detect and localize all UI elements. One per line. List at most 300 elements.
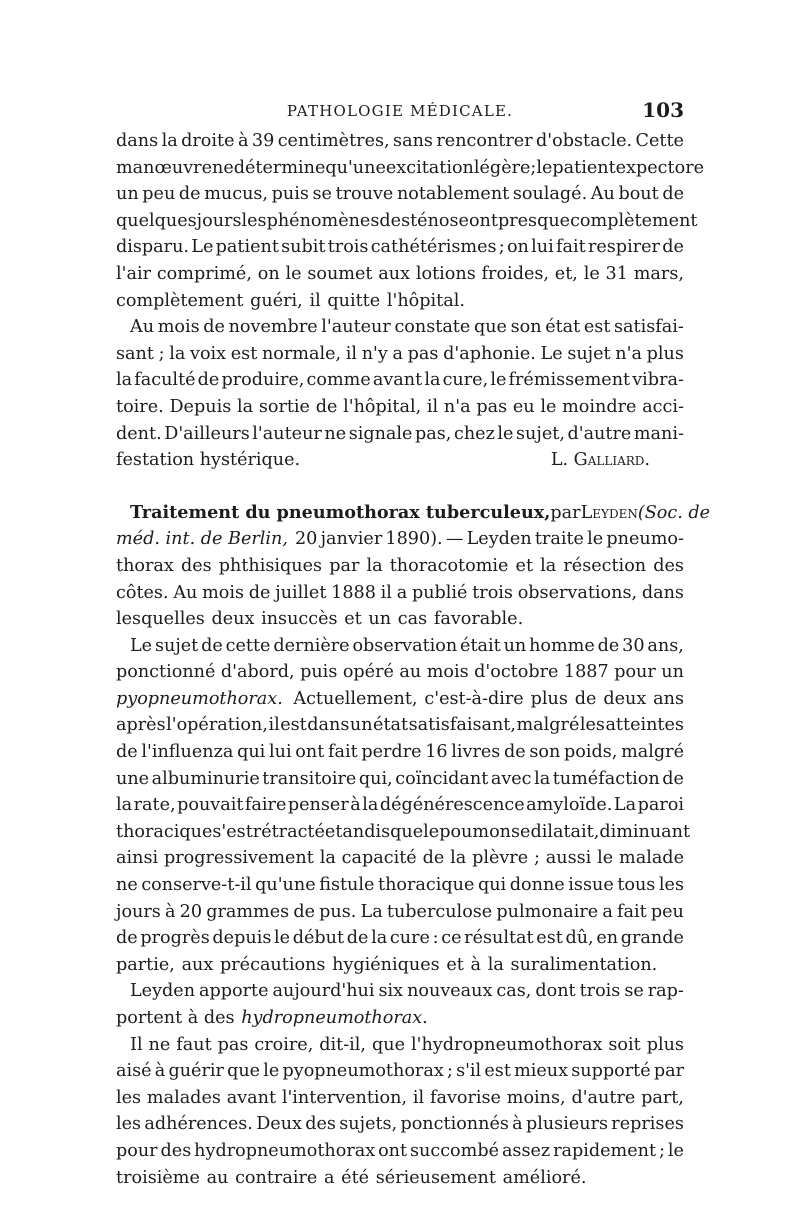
- word: diminuant: [599, 821, 691, 842]
- word: observations,: [517, 582, 638, 603]
- word: et: [515, 555, 534, 576]
- word: on: [257, 263, 280, 284]
- word: pas: [476, 396, 508, 417]
- word: —: [445, 529, 464, 550]
- word: Deux: [256, 1114, 302, 1135]
- text-line: [116, 181, 684, 208]
- word: ne: [212, 157, 234, 178]
- word: :: [432, 928, 439, 949]
- word: rétractée: [252, 821, 336, 842]
- text-line: [116, 341, 684, 368]
- word: avec: [490, 768, 532, 789]
- word: trois: [579, 981, 621, 1002]
- word: à: [512, 1114, 523, 1135]
- word: 31: [605, 263, 628, 284]
- word: se: [624, 981, 644, 1002]
- word: 39: [251, 131, 275, 151]
- word: assez: [501, 1140, 551, 1161]
- word: cas: [397, 609, 428, 630]
- word: et: [446, 954, 464, 975]
- word: pas,: [415, 423, 452, 444]
- word: part,: [641, 1087, 684, 1108]
- text-line: [116, 1165, 684, 1192]
- section-gap: [116, 474, 684, 500]
- word: la: [236, 396, 254, 417]
- word: normale,: [261, 343, 342, 364]
- text-line: [116, 128, 684, 155]
- word: et: [344, 609, 362, 630]
- article-author: Leyden: [580, 502, 638, 523]
- word: dégénérescence: [379, 795, 525, 816]
- text-line: [116, 1058, 684, 1085]
- word: tandis: [335, 821, 391, 842]
- word: rate,: [133, 795, 176, 816]
- word: est: [230, 343, 258, 364]
- word: issue: [568, 875, 614, 896]
- word: lesquelles: [116, 609, 205, 630]
- word: cette: [225, 635, 271, 656]
- word: un: [349, 715, 373, 736]
- text-line: [116, 819, 691, 846]
- word: rapidement: [553, 1140, 657, 1161]
- word: lui: [531, 237, 554, 258]
- word: nouveaux: [407, 981, 493, 1002]
- word: aux: [378, 263, 411, 284]
- word: est: [280, 715, 307, 736]
- word: dilatait,: [530, 821, 600, 842]
- word: ;: [533, 848, 540, 869]
- word: précautions: [220, 954, 326, 975]
- word: dans: [641, 582, 684, 603]
- word: plusieurs: [525, 1114, 609, 1135]
- word: 16: [425, 742, 448, 763]
- word: 1887: [563, 662, 609, 683]
- word: respirer: [587, 237, 660, 258]
- word: pour: [614, 662, 656, 683]
- word: de: [293, 901, 316, 922]
- text-line: [116, 314, 684, 341]
- word: voix: [190, 343, 227, 364]
- word: de: [201, 635, 223, 656]
- word: Au: [590, 184, 615, 205]
- word: perdre: [361, 742, 422, 763]
- word: notablement: [396, 184, 510, 205]
- word: soulagé.: [512, 184, 588, 205]
- word: aux: [181, 954, 214, 975]
- text-line: [116, 633, 684, 660]
- word: que: [473, 317, 507, 338]
- word: opéré: [342, 662, 394, 683]
- word: sans: [393, 131, 433, 151]
- body-text: [116, 128, 711, 1191]
- word: en: [596, 928, 619, 949]
- word: jours: [116, 901, 161, 922]
- word: 20: [294, 529, 318, 550]
- text-line: [116, 712, 684, 739]
- word: guéri,: [250, 290, 303, 311]
- word: son: [529, 742, 561, 763]
- word: trois: [472, 582, 513, 603]
- word: signale: [348, 423, 413, 444]
- word: sujet: [154, 635, 199, 656]
- word: à: [470, 954, 482, 975]
- word: grammes: [206, 901, 290, 922]
- word: aujourd'hui: [272, 981, 375, 1002]
- word: d'aphonie.: [443, 343, 536, 364]
- word: l'hydropneumothorax: [410, 1034, 603, 1055]
- word: homme: [529, 635, 595, 656]
- word: de: [662, 237, 684, 258]
- word: l'opération,: [166, 715, 268, 736]
- word: son: [510, 317, 542, 338]
- word: l'air: [116, 263, 151, 284]
- word: au: [399, 662, 422, 683]
- word: disparu.: [116, 237, 190, 258]
- word: il: [380, 582, 392, 603]
- word: soumet: [307, 263, 373, 284]
- word: faut: [176, 1034, 212, 1055]
- word: subit: [281, 237, 326, 258]
- word: expectore: [615, 157, 705, 178]
- text-line: [116, 208, 698, 235]
- word: succombé: [409, 1140, 500, 1161]
- word: la: [540, 555, 557, 576]
- word: des: [160, 1140, 192, 1161]
- word: cas,: [496, 981, 532, 1002]
- word: mars,: [633, 263, 684, 284]
- word: 1890).: [385, 529, 443, 550]
- word: plus: [646, 343, 684, 364]
- article-title: Traitement du pneumothorax tuberculeux,: [130, 501, 551, 523]
- word: dit-il,: [319, 1034, 367, 1055]
- word: 30: [622, 635, 645, 656]
- word: a: [323, 1167, 335, 1188]
- word: La: [360, 901, 383, 922]
- word: traite: [534, 529, 584, 550]
- word: depuis: [212, 928, 272, 949]
- author-signature: L. Galliard.: [550, 450, 650, 471]
- word: de: [574, 688, 597, 709]
- word: comprimé,: [156, 263, 252, 284]
- word: manœuvre: [116, 157, 212, 178]
- word: malgré: [621, 742, 684, 763]
- word: paroi: [637, 795, 684, 816]
- word: coïncidant: [395, 768, 489, 789]
- word: Il: [130, 1034, 143, 1055]
- word: deux: [603, 688, 647, 709]
- word: n'y: [361, 343, 388, 364]
- word: est: [583, 317, 611, 338]
- word: les: [116, 1114, 142, 1135]
- word: lui: [268, 742, 292, 763]
- word: de: [422, 848, 445, 869]
- word: hygiéniques: [332, 954, 440, 975]
- word: Le: [130, 635, 153, 656]
- word: est: [484, 1061, 511, 1082]
- text-line: [116, 234, 684, 261]
- word: ont: [468, 210, 498, 231]
- word: malade: [619, 848, 684, 869]
- word: pulmonaire: [496, 901, 599, 922]
- word: deux: [211, 609, 255, 630]
- word: il: [412, 1087, 425, 1108]
- word: thoracotomie: [389, 555, 509, 576]
- word: conserve-t-il: [141, 875, 252, 896]
- word: se: [312, 184, 332, 205]
- word: résultat: [464, 928, 534, 949]
- term-pyopneumothorax: pyopneumothorax.: [116, 688, 283, 709]
- word: d'abord,: [220, 662, 295, 683]
- word: mani-: [633, 423, 684, 444]
- text-line: [116, 394, 684, 421]
- word: l'hôpital.: [386, 290, 465, 311]
- word: est: [536, 928, 563, 949]
- word: pneumo-: [606, 529, 684, 550]
- word: une: [116, 768, 150, 789]
- text-line: [116, 766, 684, 793]
- word: janvier: [320, 529, 383, 550]
- word: faculté: [134, 370, 196, 391]
- word: de: [197, 370, 220, 391]
- word: rap-: [647, 981, 684, 1002]
- word: le: [263, 1061, 280, 1082]
- text-line: [116, 447, 684, 474]
- word: il: [309, 290, 321, 311]
- word: et,: [554, 263, 578, 284]
- word: adhérences.: [144, 1114, 253, 1135]
- word: faire: [244, 795, 287, 816]
- word: le: [490, 370, 507, 391]
- word: dans: [307, 715, 350, 736]
- word: l'influenza: [141, 742, 234, 763]
- word: phthisiques: [218, 555, 323, 576]
- text-line: [116, 978, 684, 1005]
- text-line: [116, 1111, 684, 1138]
- word: favorable.: [433, 609, 524, 630]
- word: penser: [287, 795, 349, 816]
- word: mois: [157, 317, 200, 338]
- word: patient: [552, 157, 616, 178]
- word: peu: [650, 901, 684, 922]
- word: troisième: [116, 1167, 200, 1188]
- word: mois: [426, 662, 469, 683]
- word: tuberculose: [386, 901, 493, 922]
- word: il: [426, 396, 439, 417]
- word: ont: [378, 1140, 408, 1161]
- text-line: [116, 952, 684, 979]
- word: la: [116, 795, 133, 816]
- word: satisfaisant,: [408, 715, 516, 736]
- word: qui: [477, 875, 507, 896]
- word: suralimentation.: [510, 954, 658, 975]
- text-line: [116, 1005, 684, 1032]
- word: pouvait: [177, 795, 244, 816]
- word: Au: [130, 317, 155, 338]
- word: il: [345, 343, 358, 364]
- word: par: [653, 1061, 684, 1082]
- article-source: (Soc. de: [637, 502, 711, 523]
- term-hydropneumothorax: hydropneumothorax.: [241, 1008, 428, 1028]
- word: à: [350, 795, 361, 816]
- word: plus: [646, 1034, 684, 1055]
- word: supporté: [571, 1061, 651, 1082]
- text-span: [293, 686, 684, 713]
- article-source-line: [116, 526, 684, 553]
- word: quitte: [327, 290, 381, 311]
- word: les: [579, 715, 605, 736]
- word: Cette: [635, 131, 684, 151]
- word: les: [116, 1087, 142, 1108]
- word: il: [268, 715, 280, 736]
- word: se: [511, 821, 531, 842]
- word: constate: [394, 317, 471, 338]
- word: de: [116, 928, 138, 949]
- word: de: [248, 582, 271, 603]
- word: les: [241, 210, 267, 231]
- word: la: [319, 848, 336, 869]
- word: puis: [271, 184, 309, 205]
- word: dont: [535, 981, 576, 1002]
- word: novembre: [228, 317, 318, 338]
- word: l'auteur: [321, 317, 391, 338]
- word: l'intervention,: [281, 1087, 408, 1108]
- word: la: [487, 954, 504, 975]
- word: chez: [453, 423, 495, 444]
- word: que: [227, 1061, 261, 1082]
- text-line: [116, 686, 684, 713]
- word: que: [372, 1034, 406, 1055]
- word: Le: [191, 237, 214, 258]
- word: sujet,: [516, 423, 565, 444]
- word: presque: [497, 210, 571, 231]
- word: ont: [295, 742, 325, 763]
- word: Au: [173, 582, 198, 603]
- word: comme: [306, 370, 371, 391]
- word: acci-: [642, 396, 684, 417]
- word: le: [540, 396, 557, 417]
- word: c'est-à-dire: [424, 688, 524, 709]
- word: atteintes: [605, 715, 684, 736]
- word: des: [305, 1114, 336, 1135]
- word: ;: [158, 343, 165, 364]
- word: Leyden: [130, 981, 196, 1002]
- word: mois: [202, 582, 245, 603]
- word: capacité: [341, 848, 417, 869]
- word: insuccès: [261, 609, 338, 630]
- word: aussi: [545, 848, 592, 869]
- text-line: [116, 659, 684, 686]
- word: pas: [217, 1034, 249, 1055]
- word: livres: [451, 742, 501, 763]
- word: la: [450, 848, 467, 869]
- word: légère;: [473, 157, 537, 178]
- word: guérir: [168, 1061, 224, 1082]
- word: rencontrer: [436, 131, 533, 151]
- word: peu: [142, 184, 176, 205]
- word: grande: [620, 928, 684, 949]
- word: sujets,: [339, 1114, 398, 1135]
- word: les: [658, 875, 684, 896]
- word: un: [368, 609, 392, 630]
- word: cathétérismes: [370, 237, 497, 258]
- word: a: [602, 901, 613, 922]
- word: sortie: [258, 396, 310, 417]
- text-line: [116, 1085, 684, 1112]
- word: malgré: [516, 715, 580, 736]
- page-number: 103: [642, 98, 684, 122]
- word: la: [534, 768, 551, 789]
- word: de: [662, 184, 684, 205]
- word: s'est: [212, 821, 253, 842]
- word: pus.: [319, 901, 357, 922]
- word: résection: [563, 555, 647, 576]
- text-line: [116, 606, 684, 633]
- word: par: [329, 555, 360, 576]
- word: de: [346, 928, 369, 949]
- word: mieux: [514, 1061, 569, 1082]
- word: juillet: [275, 582, 327, 603]
- word: ce: [441, 928, 462, 949]
- word: sujet: [567, 343, 611, 364]
- text-line: [116, 155, 705, 182]
- word: d'autre: [571, 1087, 636, 1108]
- word: sérieusement: [375, 1167, 496, 1188]
- word: Le: [540, 343, 563, 364]
- page-header: [116, 98, 684, 126]
- word: lotions: [415, 263, 476, 284]
- word: ans: [653, 688, 684, 709]
- word: thoracique: [378, 875, 475, 896]
- word: thoracique: [116, 821, 213, 842]
- word: était: [460, 635, 501, 656]
- word: pour: [116, 1140, 158, 1161]
- word: de: [504, 742, 526, 763]
- word: sant: [116, 343, 154, 364]
- text-line: [116, 367, 684, 394]
- word: ne: [148, 1034, 171, 1055]
- word: dent.: [116, 423, 162, 444]
- word: Actuellement,: [293, 688, 418, 709]
- word: d'octobre: [474, 662, 559, 683]
- word: l'hôpital,: [343, 396, 422, 417]
- word: frémissement: [508, 370, 631, 391]
- word: mucus,: [204, 184, 269, 205]
- word: la: [424, 370, 441, 391]
- word: le: [536, 157, 553, 178]
- word: D'ailleurs: [164, 423, 250, 444]
- word: dû,: [565, 928, 594, 949]
- word: avant: [226, 1087, 277, 1108]
- word: fait: [327, 742, 358, 763]
- word: fistule: [319, 875, 375, 896]
- word: début: [292, 928, 345, 949]
- word: a: [392, 343, 403, 364]
- word: pyopneumothorax: [282, 1061, 444, 1082]
- word: d'autre: [567, 423, 632, 444]
- word: soit: [608, 1034, 641, 1055]
- word: 20: [179, 901, 203, 922]
- word: la: [362, 795, 379, 816]
- text-line: [116, 580, 684, 607]
- word: que: [390, 821, 424, 842]
- word: jours: [196, 210, 242, 231]
- word: la: [371, 928, 388, 949]
- word: ponctionnés: [400, 1114, 509, 1135]
- word: Leyden: [466, 529, 532, 550]
- text-line: [116, 925, 684, 952]
- text-line: [116, 1032, 684, 1059]
- word: d'obstacle.: [536, 131, 633, 151]
